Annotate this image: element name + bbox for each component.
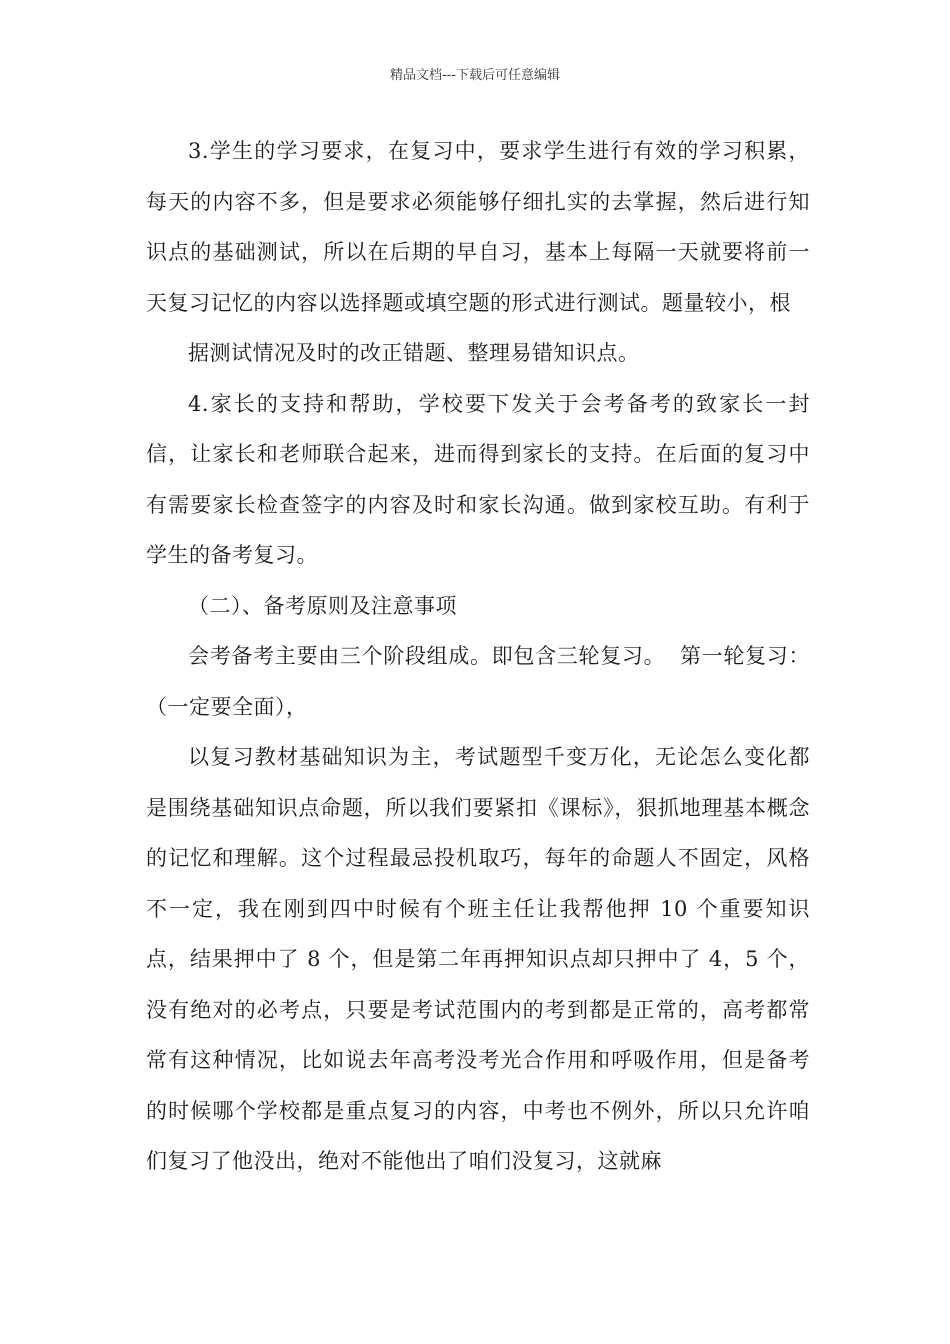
paragraph-test-correction: 据测试情况及时的改正错题、整理易错知识点。 <box>188 341 640 365</box>
paragraph-first-round-review: 以复习教材基础知识为主，考试题型千变万化，无论怎么变化都是围绕基础知识点命题，所以我们要紧扣《课标》，狠抓地理基本概念的记忆和理解。这个过程最忌投机取巧，每年的命题人不固定，风格不一定，我在刚到四中时候有个班主任让我帮他押 10 个重要知识点，结果押中了 8 个，但是第二年再押知识点却只押中了 4，5 个，没有绝对的必考点，只要是考试范围内的考到都是正常的，高考都常常有这种情况，比如说去年高考没考光合作用和呼吸作用，但是备考的时候哪个学校都是重点复习的内容，中考也不例外，所以只允许咱们复习了他没出，绝对不能他出了咱们没复习，这就麻 <box>146 745 810 1173</box>
paragraph-three-stages: 会考备考主要由三个阶段组成。即包含三轮复习。 第一轮复习：（一定要全面）， <box>146 644 810 719</box>
paragraph-parent-support: 4.家长的支持和帮助，学校要下发关于会考备考的致家长一封信，让家长和老师联合起来，进而得到家长的支持。在后面的复习中有需要家长检查签字的内容及时和家长沟通。做到家校互助。有利于学生的备考复习。 <box>146 391 810 567</box>
document-body <box>146 126 810 1187</box>
section-heading-principles: （二）、备考原则及注意事项 <box>188 593 457 618</box>
page-header: 精品文档---下载后可任意编辑 <box>389 68 561 83</box>
paragraph-study-requirements: 3.学生的学习要求，在复习中，要求学生进行有效的学习积累，每天的内容不多，但是要求必须能够仔细扎实的去掌握，然后进行知识点的基础测试，所以在后期的早自习，基本上每隔一天就要将前一天复习记忆的内容以选择题或填空题的形式进行测试。题量较小，根 <box>146 139 810 315</box>
